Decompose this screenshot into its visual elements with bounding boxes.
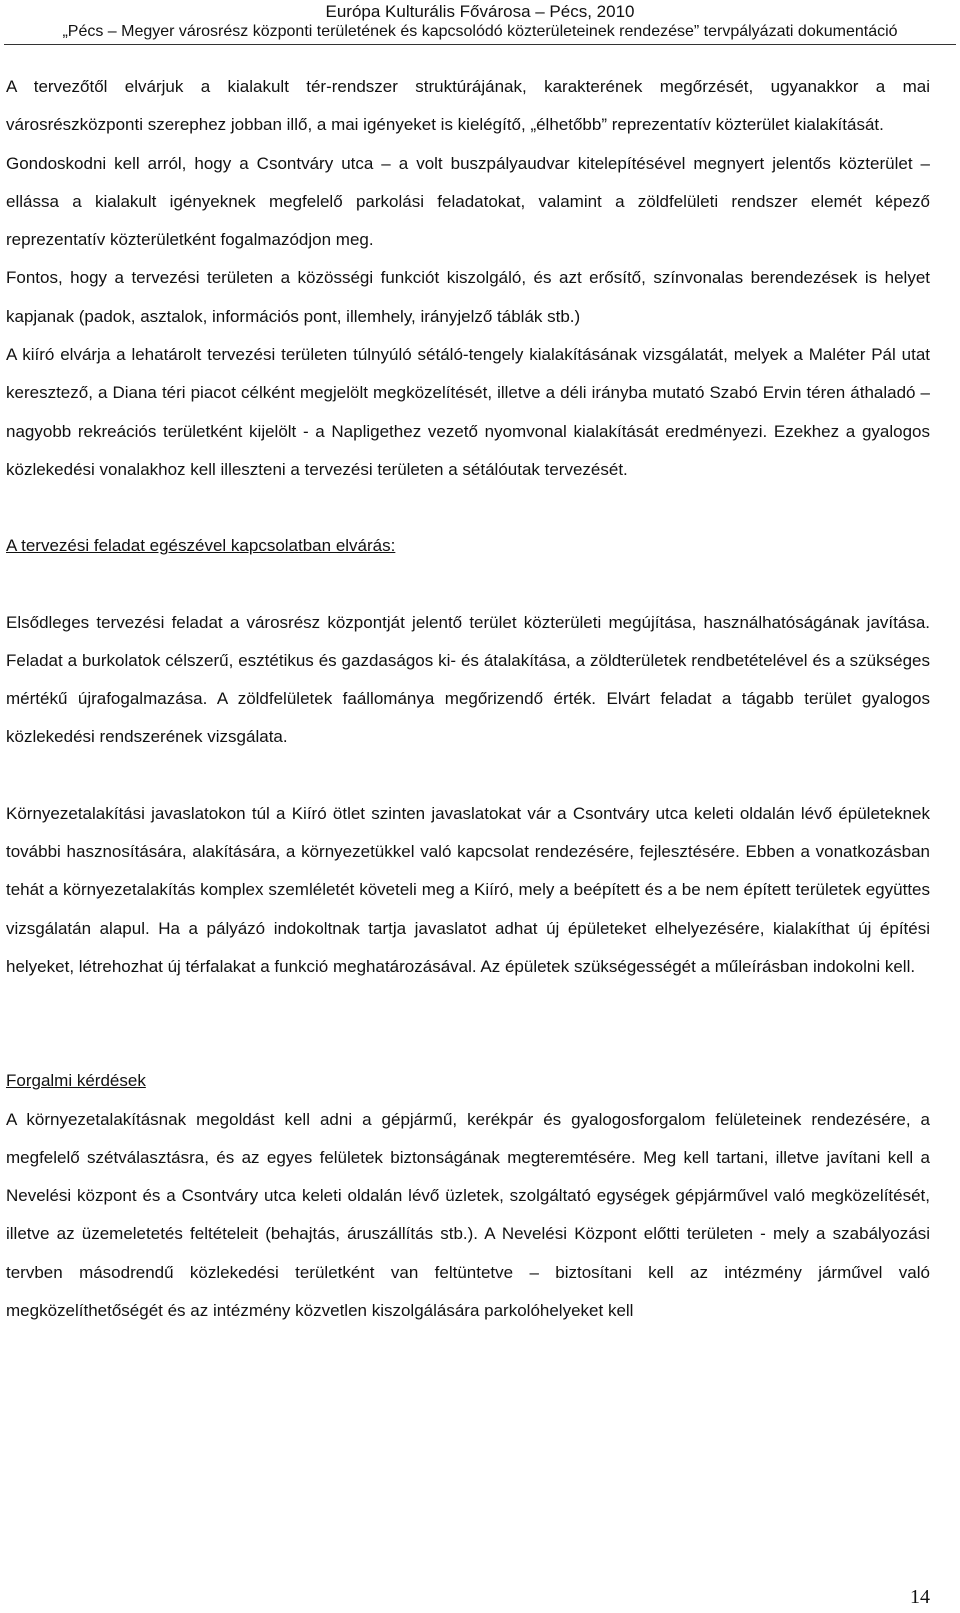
paragraph-traffic: A környezetalakításnak megoldást kell adni a gépjármű, kerékpár és gyalogosforgalom felületeinek rendezésére, a megfelelő szétválasztásra, és az egyes felületek biztonságának megteremtésére. Meg kell tartani, illetve javítani kell a Nevelési központ és a Csontváry utca keleti oldalán lévő üzletek, szolgáltató egységek gépjárművel való megközelítését, illetve az üzemeletetés feltételeit (behajtás, áruszállítás stb.). A Nevelési Központ előtti területen - mely a szabályozási tervben másodrendű közlekedési területként van feltüntetve – biztosítani kell az intézmény járművel való megközelíthetőségét és az intézmény közvetlen kiszolgálására parkolóhelyeket kell xyxy=(6,1109,930,1321)
document-body xyxy=(6,68,930,1330)
paragraph-furniture: Fontos, hogy a tervezési területen a közösségi funkciót kiszolgáló, és azt erősítő, színvonalas berendezések is helyet kapjanak (padok, asztalok, információs pont, illemhely, irányjelző táblák stb.) xyxy=(6,268,930,326)
section-heading-traffic: Forgalmi kérdések xyxy=(6,1071,146,1091)
header-subtitle: „Pécs – Megyer városrész központi területének és kapcsolódó közterületeinek rendezése” tervpályázati dokumentáció xyxy=(62,23,898,40)
paragraph-walking-axis: A kiíró elvárja a lehatárolt tervezési területen túlnyúló sétáló-tengely kialakításának vizsgálatát, melyek a Maléter Pál utat keresztező, a Diana téri piacot célként megjelölt megközelítését, illetve a déli irányba mutató Szabó Ervin téren áthaladó – nagyobb rekreációs területként kijelölt - a Napligethez vezető nyomvonal kialakítását eredményezi. Ezekhez a gyalogos közlekedési vonalakhoz kell illeszteni a tervezési területen a sétálóutak tervezését. xyxy=(6,345,930,479)
page-number: 14 xyxy=(910,1586,930,1608)
spacer xyxy=(6,489,930,527)
paragraph-csontvary-street: Gondoskodni kell arról, hogy a Csontváry utca – a volt buszpályaudvar kitelepítésével megnyert jelentős közterület – ellássa a kialakult igényeknek megfelelő parkolási feladatokat, valamint a zöldfelületi rendszer elemét képező reprezentatív közterületként fogalmazódjon meg. xyxy=(6,153,930,250)
header-divider xyxy=(4,44,956,45)
spacer xyxy=(6,757,930,795)
page-header xyxy=(0,0,960,41)
paragraph-expectations: A tervezőtől elvárjuk a kialakult tér-rendszer struktúrájának, karakterének megőrzését, ugyanakkor a mai városrészközponti szerephez jobban illő, a mai igényeket is kielégítő, „élhetőbb” reprezentatív közterület kialakítását. xyxy=(6,77,930,135)
header-title: Európa Kulturális Fővárosa – Pécs, 2010 xyxy=(325,2,635,21)
spacer xyxy=(6,986,930,1062)
spacer xyxy=(6,566,930,604)
section-heading-task-expectations: A tervezési feladat egészével kapcsolatban elvárás: xyxy=(6,536,396,556)
paragraph-primary-task: Elsődleges tervezési feladat a városrész központját jelentő terület közterületi megújítása, használhatóságának javítása. Feladat a burkolatok célszerű, esztétikus és gazdaságos ki- és átalakítása, a zöldterületek rendbetételével és a szükséges mértékű újrafogalmazása. A zöldfelületek faállománya megőrizendő érték. Elvárt feladat a tágabb terület gyalogos közlekedési rendszerének vizsgálata. xyxy=(6,612,930,747)
paragraph-environment-proposals: Környezetalakítási javaslatokon túl a Kiíró ötlet szinten javaslatokat vár a Csontváry utca keleti oldalán lévő épületeknek további hasznosítására, alakítására, a környezetükkel való kapcsolat rendezésére, fejlesztésére. Ebben a vonatkozásban tehát a környezetalakítás komplex szemléletét követeli meg a Kiíró, mely a beépített és a be nem épített területek együttes vizsgálatán alapul. Ha a pályázó indokoltnak tartja javaslatot adhat új épületeket elhelyezésére, kialakíthat új építési helyeket, létrehozhat új térfalakat a funkció meghatározásával. Az épületek szükségességét a műleírásban indokolni kell. xyxy=(6,803,930,976)
